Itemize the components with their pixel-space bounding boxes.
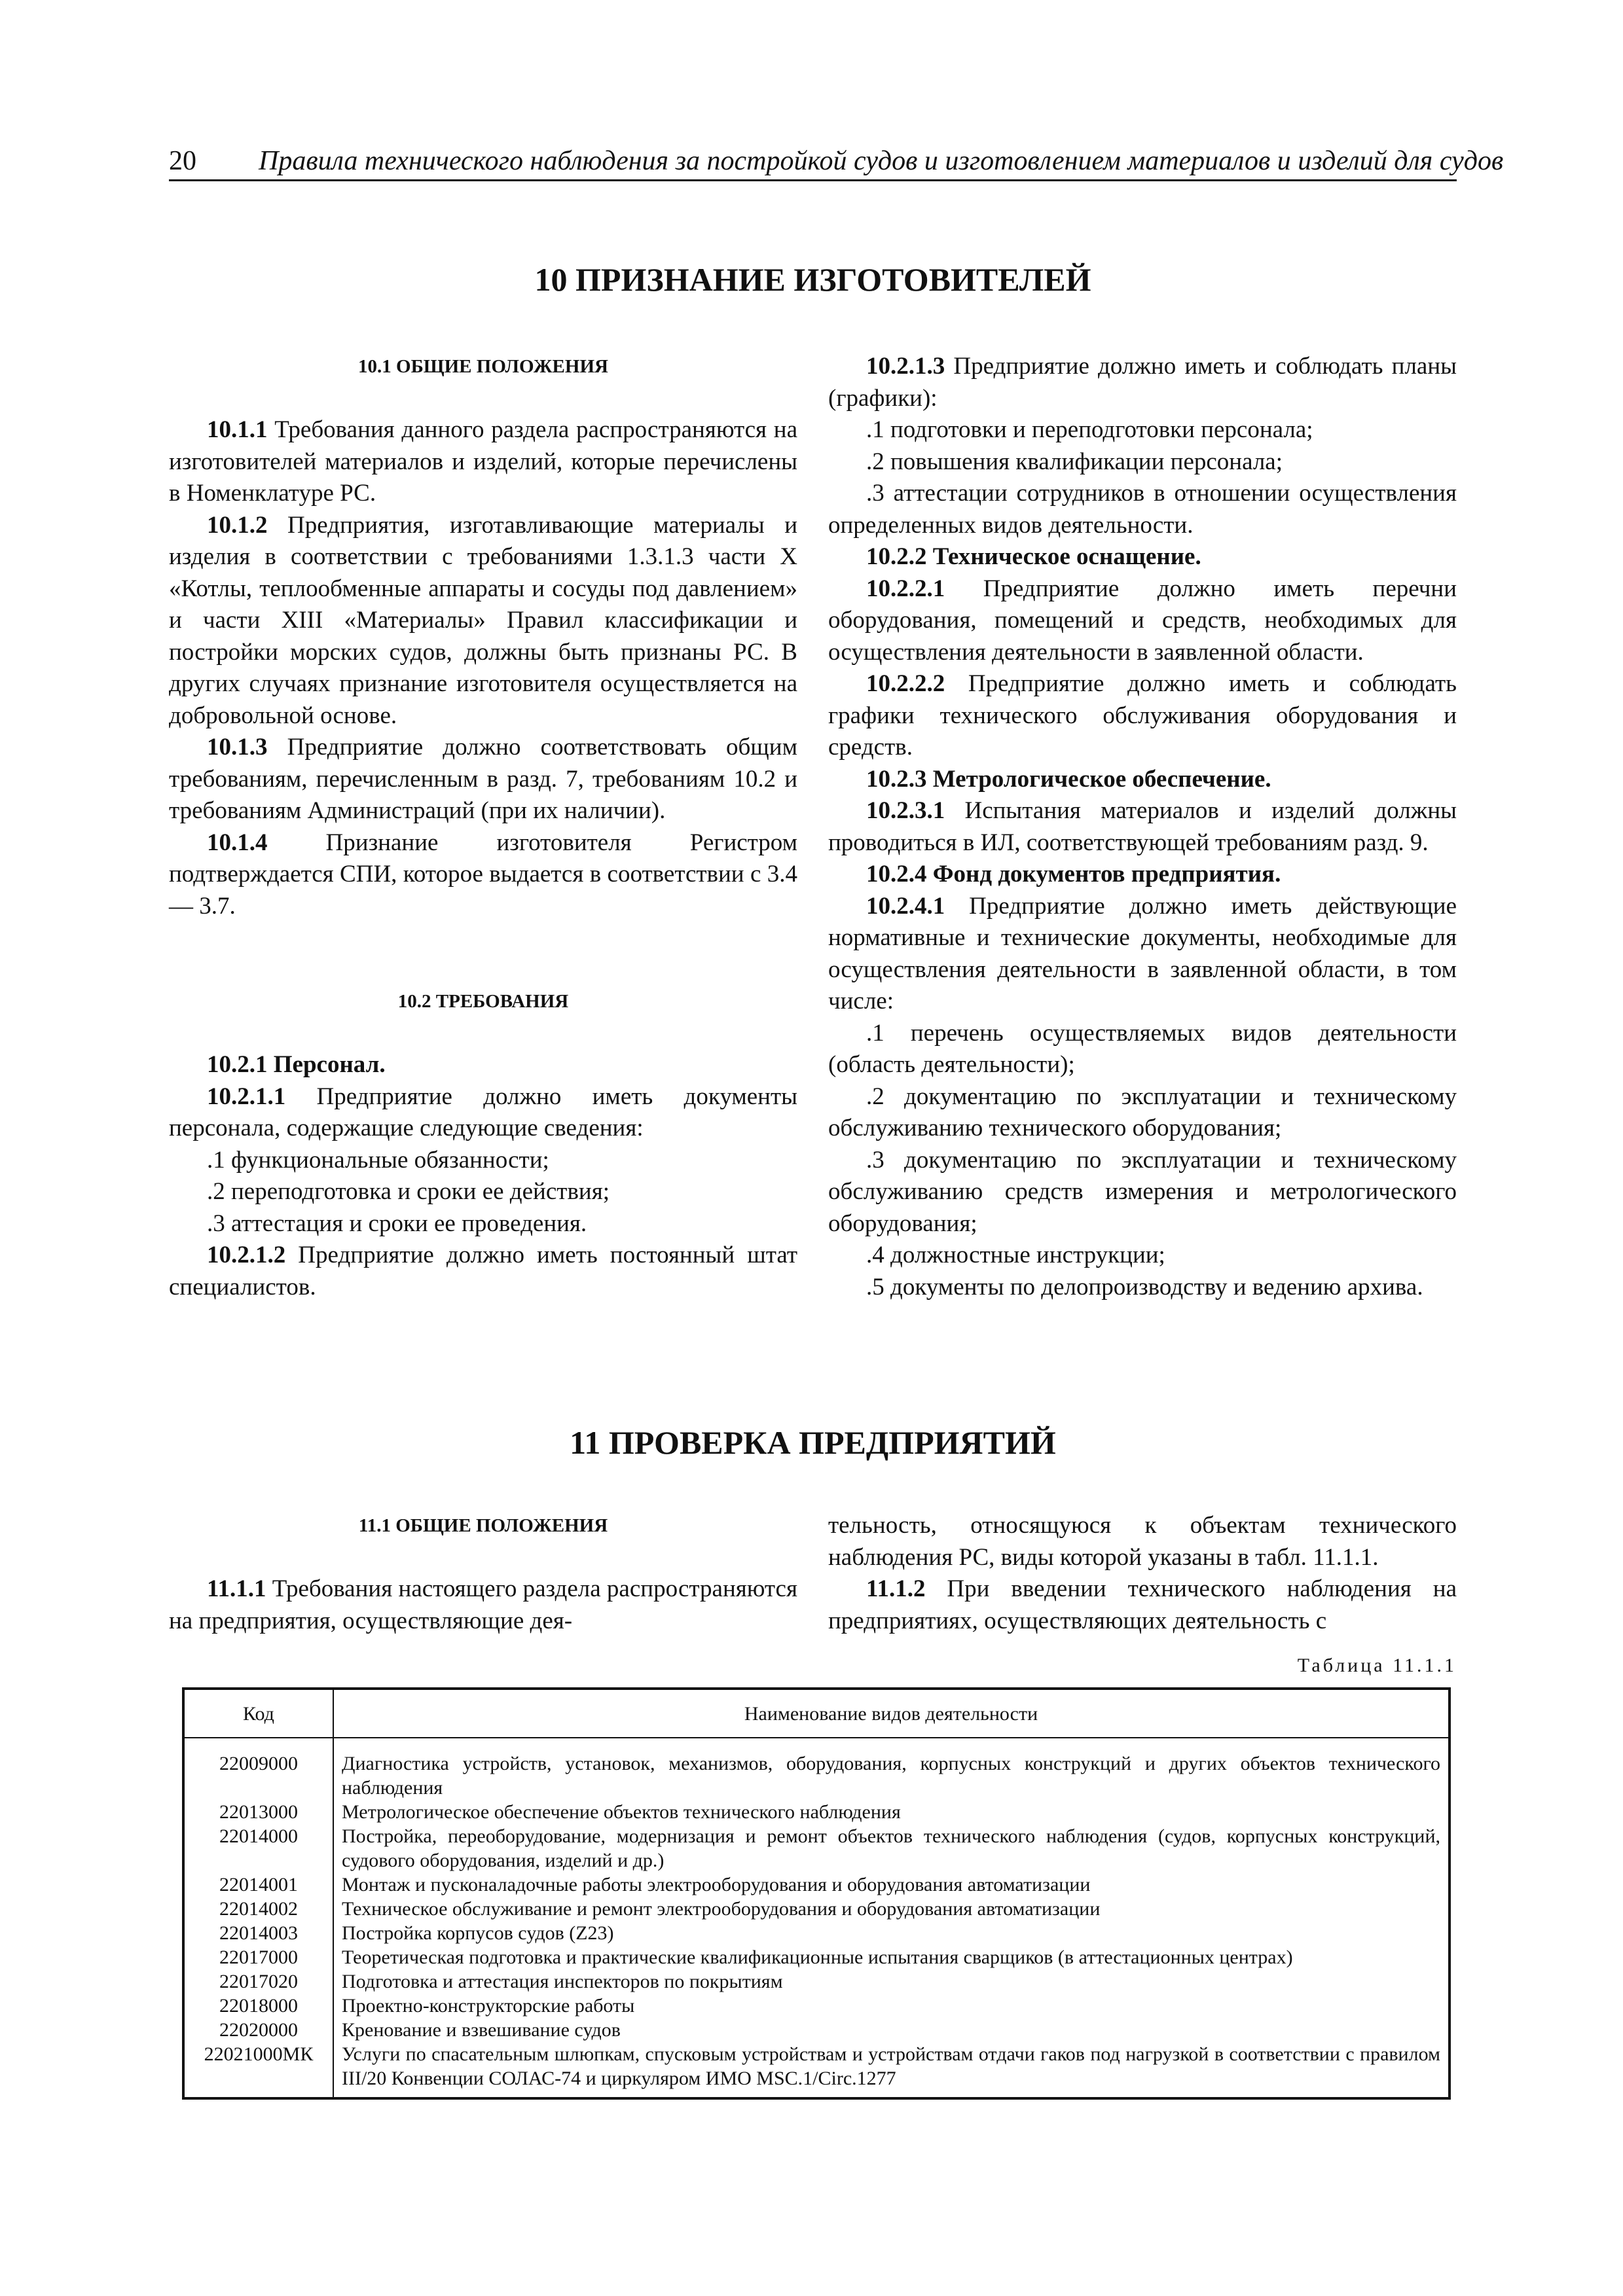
section-11-1-title: 11.1 ОБЩИЕ ПОЛОЖЕНИЯ (358, 1515, 608, 1536)
table-row (183, 2018, 1450, 2042)
paragraph-10-1-1: 10.1.1 Требования данного раздела распространяются на изготовителей материалов и изделий, которые перечислены в Номенклатуре РС. (169, 416, 797, 507)
spacer (169, 922, 797, 954)
paragraph-10-2-4: 10.2.4 Фонд документов предприятия. (866, 861, 1281, 888)
table-row (183, 1921, 1450, 1945)
chapter-10-title: 10 ПРИЗНАНИЕ ИЗГОТОВИТЕЛЕЙ (534, 261, 1091, 298)
column-header-name: Наименование видов деятельности (333, 1689, 1450, 1738)
activity-code: 22014003 (183, 1921, 333, 1945)
table-row (183, 1800, 1450, 1824)
spacer (169, 1018, 797, 1050)
paragraph-11-1-2: 11.1.2 При введении технического наблюдения на предприятиях, осуществляющих деятельность с (828, 1575, 1457, 1634)
chapter-11-right-column (828, 1510, 1457, 1637)
section-10-2-title: 10.2 ТРЕБОВАНИЯ (397, 991, 569, 1012)
chapter-11-title: 11 ПРОВЕРКА ПРЕДПРИЯТИЙ (570, 1424, 1056, 1461)
table-row (183, 2042, 1450, 2098)
header-rule (169, 179, 1457, 181)
activity-name: Техническое обслуживание и ремонт электрооборудования и оборудования автоматизации (333, 1897, 1450, 1921)
paragraph-10-2-2-2: 10.2.2.2 Предприятие должно иметь и соблюдать графики технического обслуживания оборудования и средств. (828, 670, 1457, 761)
column-header-code: Код (183, 1689, 333, 1738)
activity-name: Проектно-конструкторские работы (333, 1994, 1450, 2018)
paragraph-10-2-2-1: 10.2.2.1 Предприятие должно иметь перечни оборудования, помещений и средств, необходимых для осуществления деятельности в заявленной области. (828, 575, 1457, 666)
activity-name: Монтаж и пусконаладочные работы электрооборудования и оборудования автоматизации (333, 1873, 1450, 1897)
list-item: .3 документацию по эксплуатации и техническому обслуживанию средств измерения и метрологического оборудования; (828, 1146, 1457, 1237)
spacer (169, 954, 797, 986)
list-item: .2 повышения квалификации персонала; (866, 448, 1283, 475)
activity-code: 22014002 (183, 1897, 333, 1921)
list-item: .3 аттестации сотрудников в отношении осуществления определенных видов деятельности. (828, 480, 1457, 539)
activity-name: Постройка, переоборудование, модернизация и ремонт объектов технического наблюдения (судов, корпусных конструкций, судового оборудования, изделий и др.) (333, 1824, 1450, 1873)
table-caption: Таблица 11.1.1 (1297, 1655, 1457, 1676)
chapter-11-left-column (169, 1510, 797, 1637)
activity-name: Метрологическое обеспечение объектов технического наблюдения (333, 1800, 1450, 1824)
table-header-row (183, 1689, 1450, 1738)
activity-name: Кренование и взвешивание судов (333, 2018, 1450, 2042)
list-item: .1 перечень осуществляемых видов деятельности (область деятельности); (828, 1019, 1457, 1078)
list-item: .1 функциональные обязанности; (207, 1146, 549, 1174)
activity-code: 22018000 (183, 1994, 333, 2018)
paragraph-10-2-1-3: 10.2.1.3 Предприятие должно иметь и соблюдать планы (графики): (828, 353, 1457, 412)
table-row (183, 1738, 1450, 1800)
activity-name: Теоретическая подготовка и практические квалификационные испытания сварщиков (в аттестационных центрах) (333, 1945, 1450, 1969)
activity-name: Постройка корпусов судов (Z23) (333, 1921, 1450, 1945)
list-item: .4 должностные инструкции; (866, 1242, 1165, 1268)
table-row (183, 1969, 1450, 1994)
page-number: 20 (169, 146, 196, 176)
running-title: Правила технического наблюдения за постройкой судов и изготовлением материалов и изделий для судов (259, 146, 1504, 176)
paragraph-10-1-4: 10.1.4 Признание изготовителя Регистром подтверждается СПИ, которое выдается в соответствии с 3.4 — 3.7. (169, 829, 797, 920)
spacer (169, 1542, 797, 1574)
activity-code: 22020000 (183, 2018, 333, 2042)
paragraph-10-2-1-2: 10.2.1.2 Предприятие должно иметь постоянный штат специалистов. (169, 1242, 797, 1300)
paragraph-10-2-3: 10.2.3 Метрологическое обеспечение. (866, 765, 1271, 793)
activity-code: 22009000 (183, 1738, 333, 1800)
spacer (169, 383, 797, 415)
activity-name: Услуги по спасательным шлюпкам, спусковым устройствам и устройствам отдачи гаков под нагрузкой в соответствии с правилом III/20 Конвенции СОЛАС-74 и циркуляром ИМО MSC.1/Circ.1277 (333, 2042, 1450, 2098)
activity-code: 22013000 (183, 1800, 333, 1824)
list-item: .2 переподготовка и сроки ее действия; (207, 1178, 610, 1205)
activity-code: 22014000 (183, 1824, 333, 1873)
activity-code: 22014001 (183, 1873, 333, 1897)
table-row (183, 1994, 1450, 2018)
table-row (183, 1897, 1450, 1921)
paragraph-continuation: тельность, относящуюся к объектам технического наблюдения РС, виды которой указаны в табл. 11.1.1. (828, 1512, 1457, 1571)
paragraph-11-1-1: 11.1.1 Требования настоящего раздела распространяются на предприятия, осуществляющие дея- (169, 1575, 797, 1634)
paragraph-10-1-3: 10.1.3 Предприятие должно соответствовать общим требованиям, перечисленным в разд. 7, требованиям 10.2 и требованиям Администраций (при их наличии). (169, 734, 797, 824)
paragraph-10-2-3-1: 10.2.3.1 Испытания материалов и изделий должны проводиться в ИЛ, соответствующей требованиям разд. 9. (828, 797, 1457, 856)
activity-code: 22017020 (183, 1969, 333, 1994)
paragraph-10-2-1-1: 10.2.1.1 Предприятие должно иметь документы персонала, содержащие следующие сведения: (169, 1083, 797, 1141)
list-item: .2 документацию по эксплуатации и техническому обслуживанию технического оборудования; (828, 1083, 1457, 1141)
table-row (183, 1824, 1450, 1873)
list-item: .3 аттестация и сроки ее проведения. (207, 1210, 587, 1237)
table-row (183, 1873, 1450, 1897)
activity-name: Подготовка и аттестация инспекторов по покрытиям (333, 1969, 1450, 1994)
paragraph-10-2-1: 10.2.1 Персонал. (207, 1051, 386, 1078)
list-item: .1 подготовки и переподготовки персонала; (866, 416, 1313, 443)
paragraph-10-2-2: 10.2.2 Техническое оснащение. (866, 543, 1201, 570)
chapter-10-right-column (828, 351, 1457, 1303)
activity-codes-table (182, 1687, 1451, 2100)
paragraph-10-1-2: 10.1.2 Предприятия, изготавливающие материалы и изделия в соответствии с требованиями 1.3.1.3 части X «Котлы, теплообменные аппараты и сосуды под давлением» и части XIII «Материалы» Правил классификации и постройки морских судов, должны быть признаны РС. В других случаях признание изготовителя осуществляется на добровольной основе. (169, 511, 797, 729)
table-row (183, 1945, 1450, 1969)
activity-code: 22021000МК (183, 2042, 333, 2098)
activity-code: 22017000 (183, 1945, 333, 1969)
section-10-1-title: 10.1 ОБЩИЕ ПОЛОЖЕНИЯ (358, 356, 608, 377)
activity-name: Диагностика устройств, установок, механизмов, оборудования, корпусных конструкций и других объектов технического наблюдения (333, 1738, 1450, 1800)
list-item: .5 документы по делопроизводству и ведению архива. (866, 1273, 1423, 1300)
chapter-10-left-column (169, 351, 797, 1303)
paragraph-10-2-4-1: 10.2.4.1 Предприятие должно иметь действующие нормативные и технические документы, необходимые для осуществления деятельности в заявленной области, в том числе: (828, 892, 1457, 1014)
